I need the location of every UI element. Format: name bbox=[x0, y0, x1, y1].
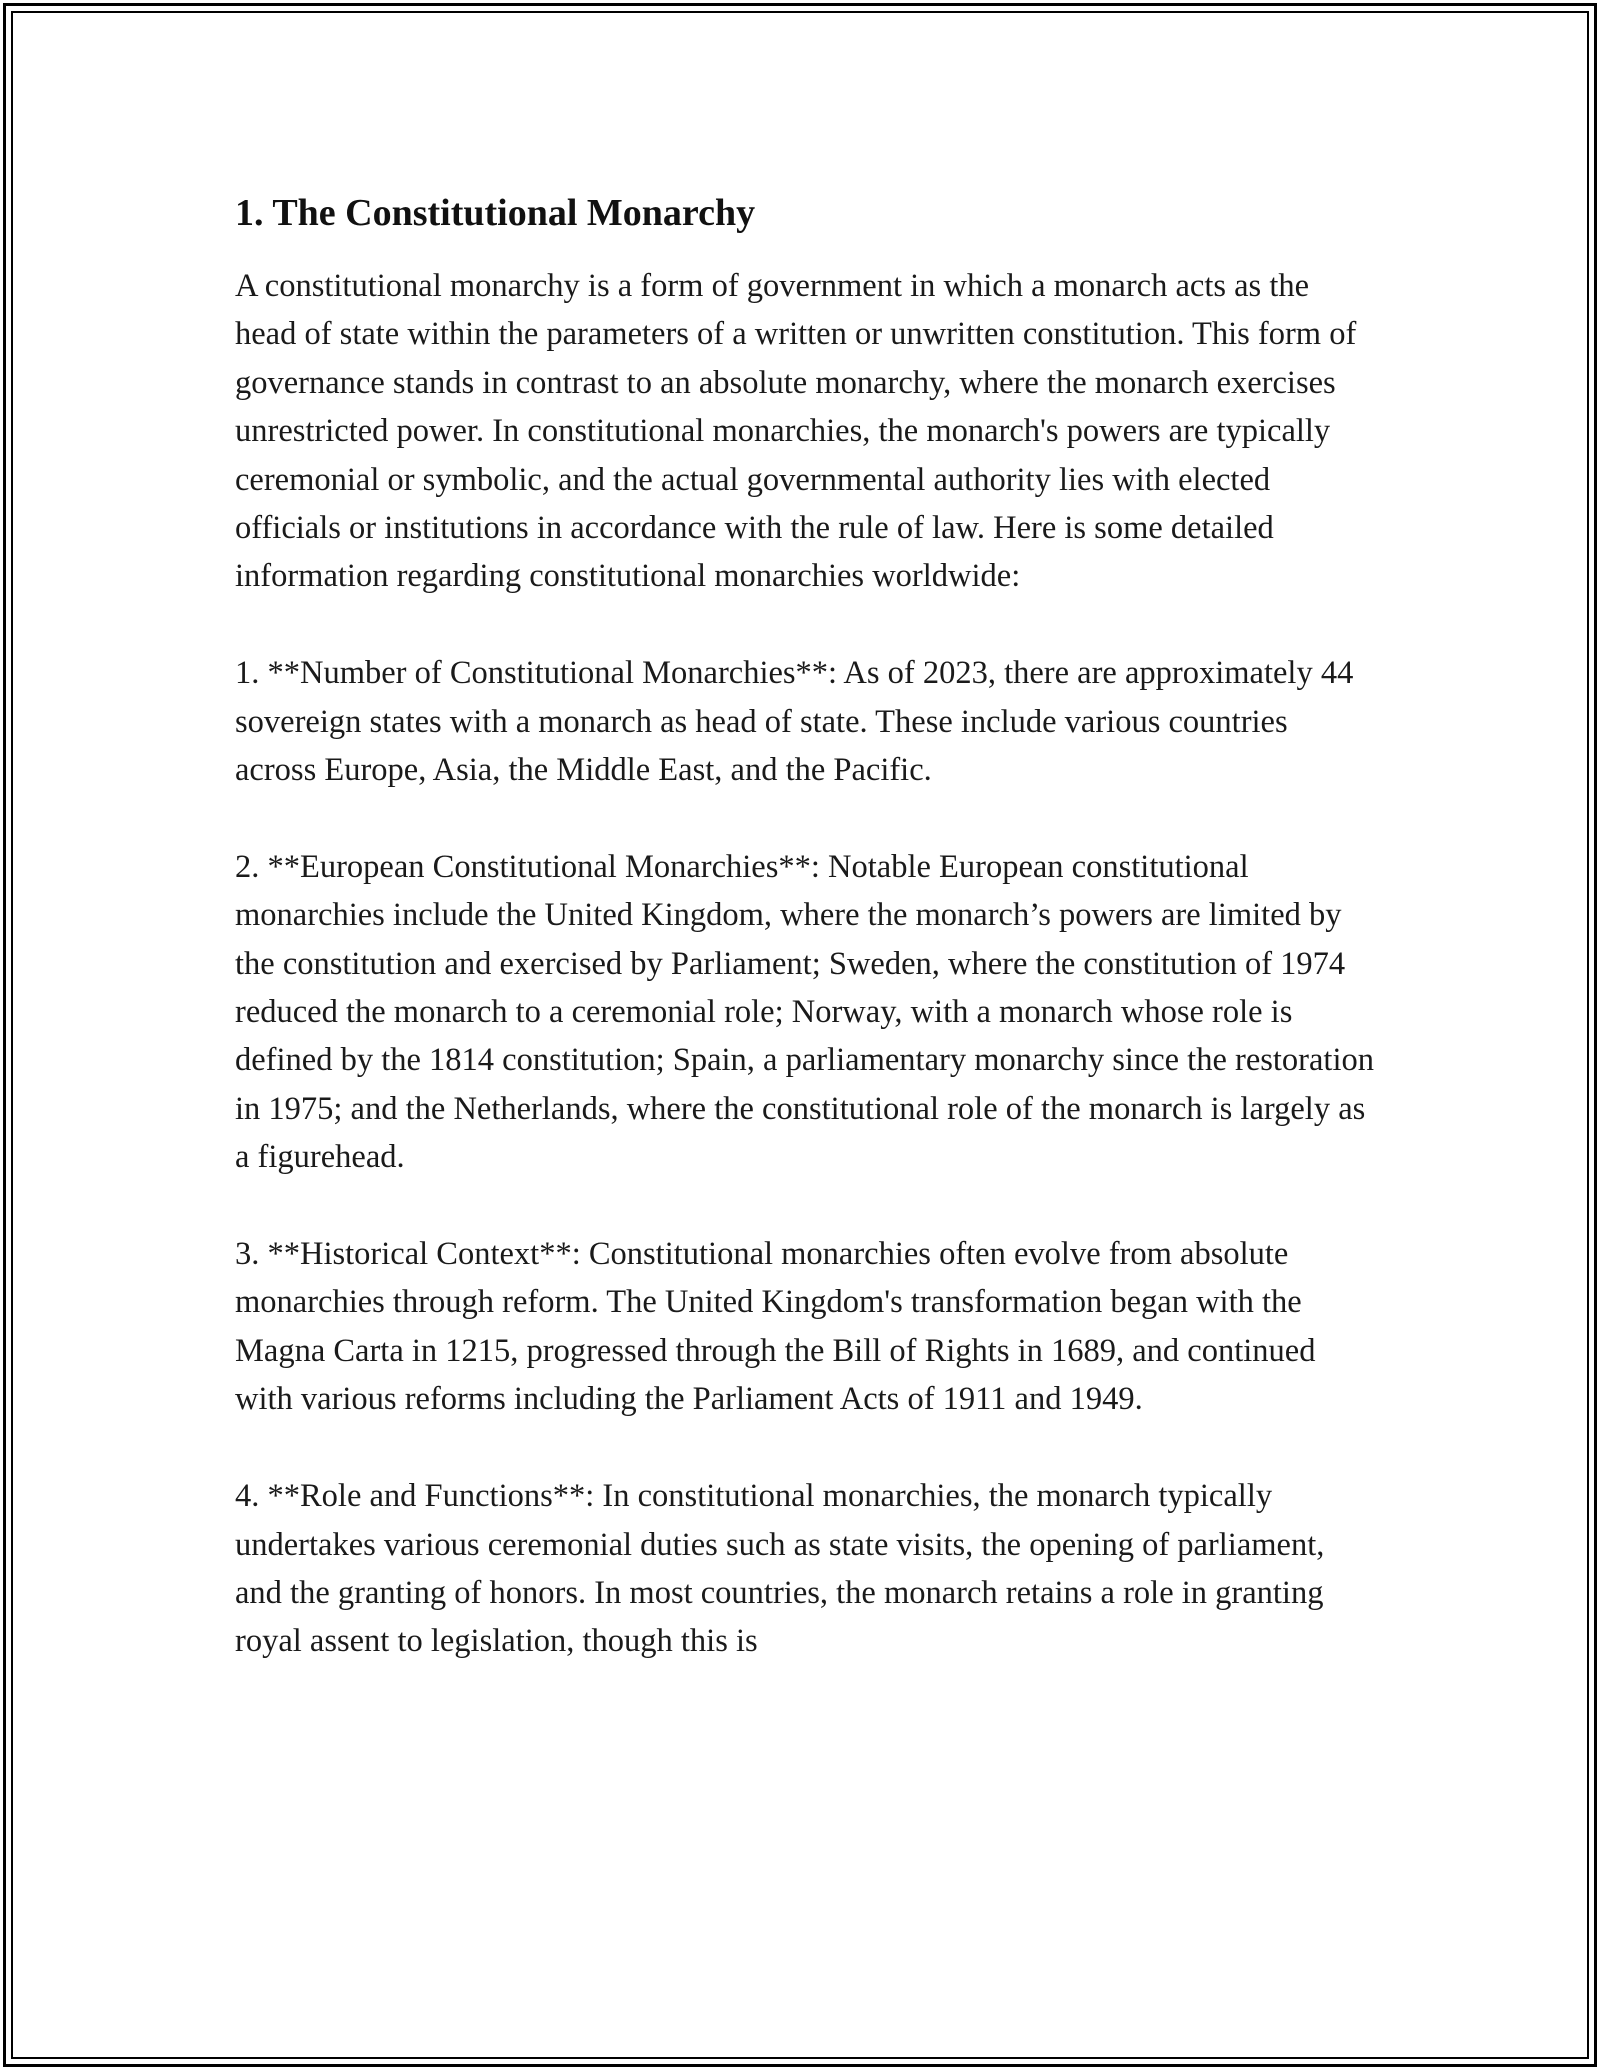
document-body bbox=[235, 186, 1375, 1666]
intro-paragraph: A constitutional monarchy is a form of government in which a monarch acts as the head of state within the parameters of a written or unwritten constitution. This form of governance stands in contrast to an absolute monarchy, where the monarch exercises unrestricted power. In constitutional monarchies, the monarch's powers are typically ceremonial or symbolic, and the actual governmental authority lies with elected officials or institutions in accordance with the rule of law. Here is some detailed information regarding constitutional monarchies worldwide: bbox=[235, 268, 1357, 595]
list-item-role-and-functions: 4. **Role and Functions**: In constitutional monarchies, the monarch typically undertakes various ceremonial duties such as state visits, the opening of parliament, and the granting of honors. In most countries, the monarch retains a role in granting royal assent to legislation, though this is bbox=[235, 1478, 1325, 1660]
list-item-number-of-monarchies: 1. **Number of Constitutional Monarchies**: As of 2023, there are approximately 44 sovereign states with a monarch as head of state. These include various countries across Europe, Asia, the Middle East, and the Pacific. bbox=[235, 655, 1354, 789]
list-item-historical-context: 3. **Historical Context**: Constitutional monarchies often evolve from absolute monarchies through reform. The United Kingdom's transformation began with the Magna Carta in 1215, progressed through the Bill of Rights in 1689, and continued with various reforms including the Parliament Acts of 1911 and 1949. bbox=[235, 1236, 1316, 1418]
section-heading: 1. The Constitutional Monarchy bbox=[235, 192, 756, 234]
list-item-european-monarchies: 2. **European Constitutional Monarchies**: Notable European constitutional monarchies include the United Kingdom, where the monarch’s powers are limited by the constitution and exercised by Parliament; Sweden, where the constitution of 1974 reduced the monarch to a ceremonial role; Norway, with a monarch whose role is defined by the 1814 constitution; Spain, a parliamentary monarchy since the restoration in 1975; and the Netherlands, where the constitutional role of the monarch is largely as a figurehead. bbox=[235, 848, 1374, 1176]
